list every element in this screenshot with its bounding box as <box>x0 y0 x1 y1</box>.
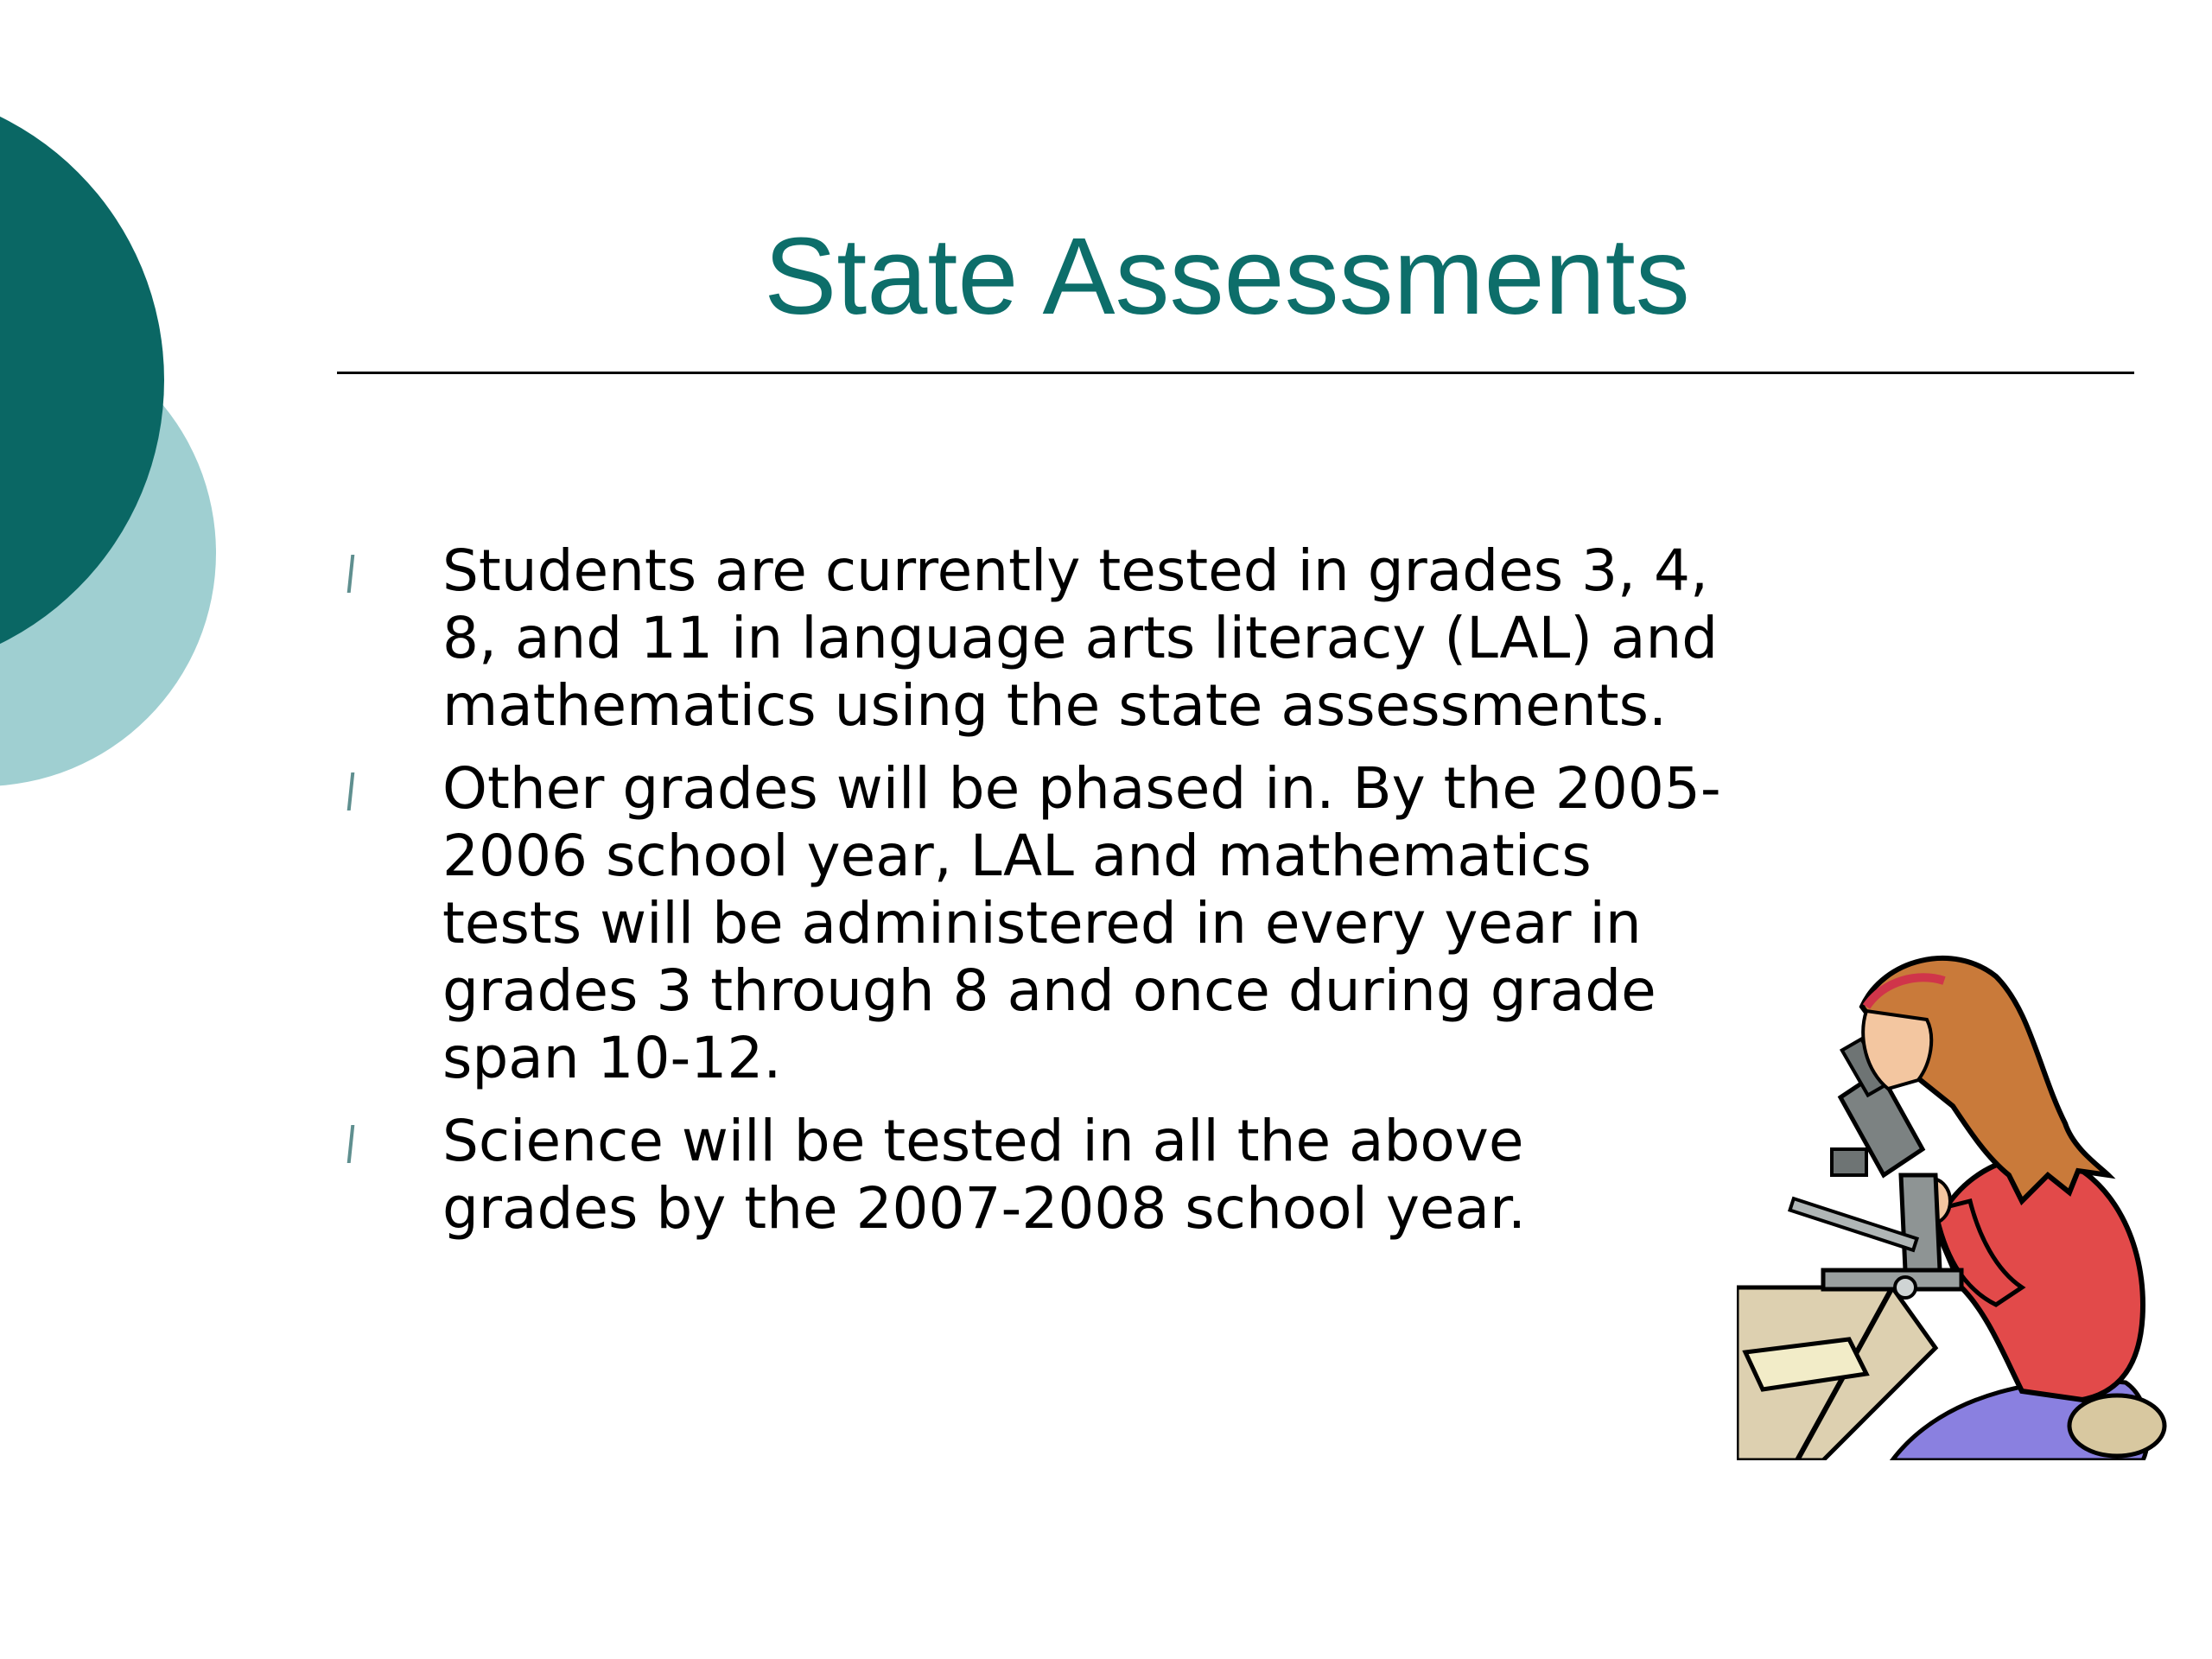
bullet-item <box>349 755 1732 1092</box>
bullet-list <box>349 537 1732 1258</box>
bullet-text: Students are currently tested in grades 3, 4, 8, and 11 in language arts literacy (LAL) and mathematics using the state assessments. <box>442 537 1719 739</box>
slide-title: State Assessments <box>764 215 1690 337</box>
bullet-icon <box>347 772 362 810</box>
title-divider <box>337 372 2134 374</box>
bullet-icon <box>347 555 362 593</box>
bullet-item <box>349 1108 1732 1243</box>
bullet-text: Science will be tested in all the above grades by the 2007-2008 school year. <box>442 1108 1527 1242</box>
bullet-item <box>349 537 1732 740</box>
student-microscope-clipart <box>1737 942 2169 1460</box>
bullet-icon <box>347 1125 362 1163</box>
bullet-text: Other grades will be phased in. By the 2005-2006 school year, LAL and mathematics tests will be administered in every year in grades 3 through 8 and once during grade span 10-12. <box>442 755 1721 1091</box>
teal-circles-decoration <box>0 0 259 899</box>
